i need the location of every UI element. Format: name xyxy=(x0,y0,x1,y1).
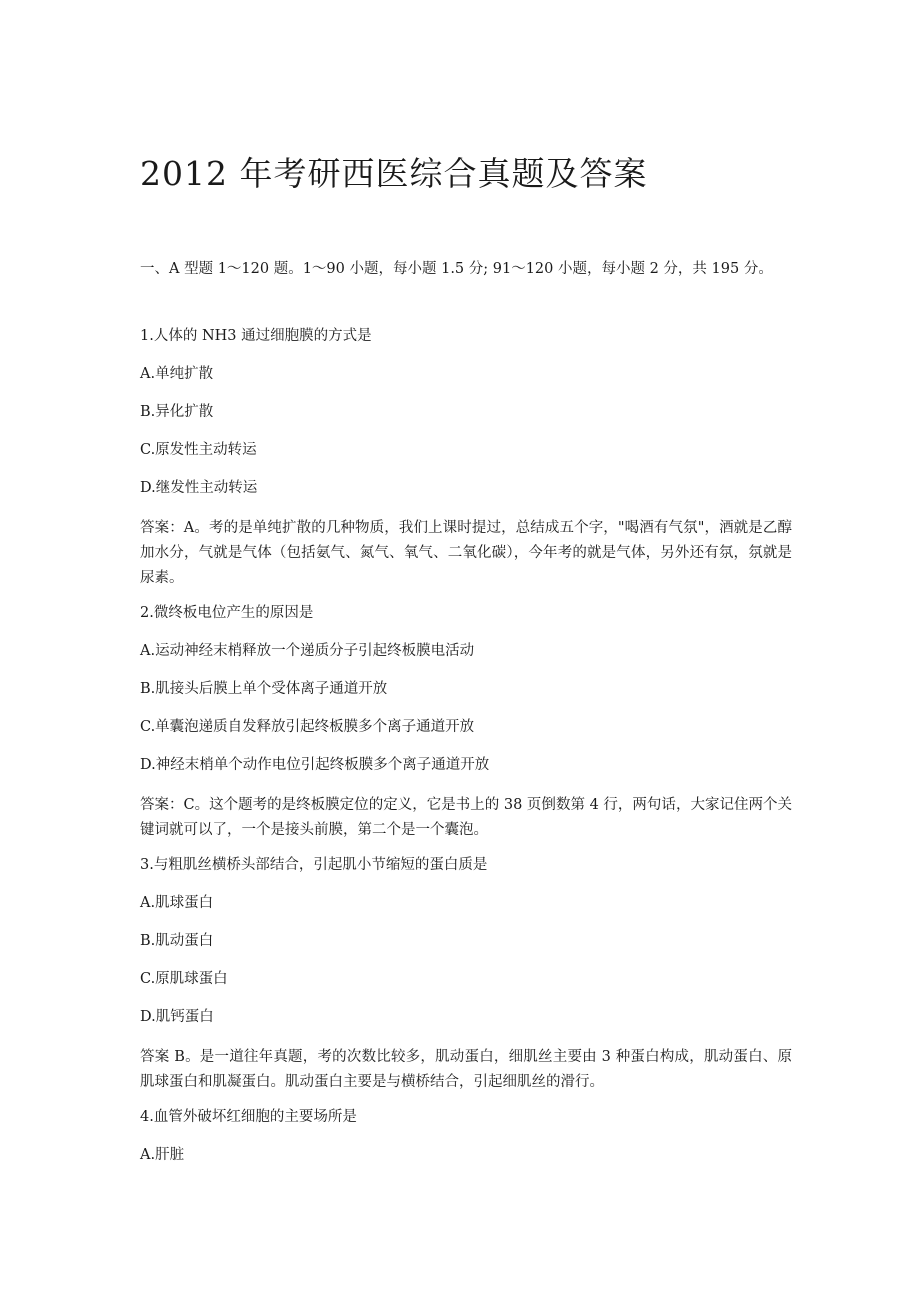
option-b: B.肌动蛋白 xyxy=(140,933,214,949)
option-a: A.肝脏 xyxy=(140,1147,185,1163)
option-a: A.肌球蛋白 xyxy=(140,895,214,911)
document-title: 2012 年考研西医综合真题及答案 xyxy=(140,154,648,193)
option-c: C.原肌球蛋白 xyxy=(140,971,228,987)
section-intro: 一、A 型题 1～120 题。1～90 小题，每小题 1.5 分; 91～120 小题，每小题 2 分，共 195 分。 xyxy=(140,261,773,277)
answer-explanation: 答案：C。这个题考的是终板膜定位的定义，它是书上的 38 页倒数第 4 行，两句话，大家记住两个关键词就可以了，一个是接头前膜，第二个是一个囊泡。 xyxy=(140,797,792,838)
answer-explanation: 答案 B。是一道往年真题，考的次数比较多，肌动蛋白，细肌丝主要由 3 种蛋白构成，肌动蛋白、原肌球蛋白和肌凝蛋白。肌动蛋白主要是与横桥结合，引起细肌丝的滑行。 xyxy=(140,1049,792,1090)
question-stem: 4.血管外破坏红细胞的主要场所是 xyxy=(140,1109,357,1125)
option-c: C.单囊泡递质自发释放引起终板膜多个离子通道开放 xyxy=(140,719,475,735)
question-stem: 2.微终板电位产生的原因是 xyxy=(140,605,314,621)
option-c: C.原发性主动转运 xyxy=(140,442,257,458)
option-d: D.继发性主动转运 xyxy=(140,480,258,496)
question-stem: 1.人体的 NH3 通过细胞膜的方式是 xyxy=(140,328,372,344)
option-b: B.异化扩散 xyxy=(140,404,214,420)
option-d: D.神经末梢单个动作电位引起终板膜多个离子通道开放 xyxy=(140,757,490,773)
question-stem: 3.与粗肌丝横桥头部结合，引起肌小节缩短的蛋白质是 xyxy=(140,857,488,873)
option-a: A.单纯扩散 xyxy=(140,366,214,382)
option-a: A.运动神经末梢释放一个递质分子引起终板膜电活动 xyxy=(140,643,475,659)
option-b: B.肌接头后膜上单个受体离子通道开放 xyxy=(140,681,388,697)
questions-body xyxy=(140,326,792,1183)
answer-explanation: 答案：A。考的是单纯扩散的几种物质，我们上课时提过，总结成五个字，"喝酒有气氛"，酒就是乙醇加水分，气就是气体（包括氨气、氮气、氧气、二氧化碳），今年考的就是气体，另外还有氛，氛就是尿素。 xyxy=(140,520,792,586)
option-d: D.肌钙蛋白 xyxy=(140,1009,214,1025)
